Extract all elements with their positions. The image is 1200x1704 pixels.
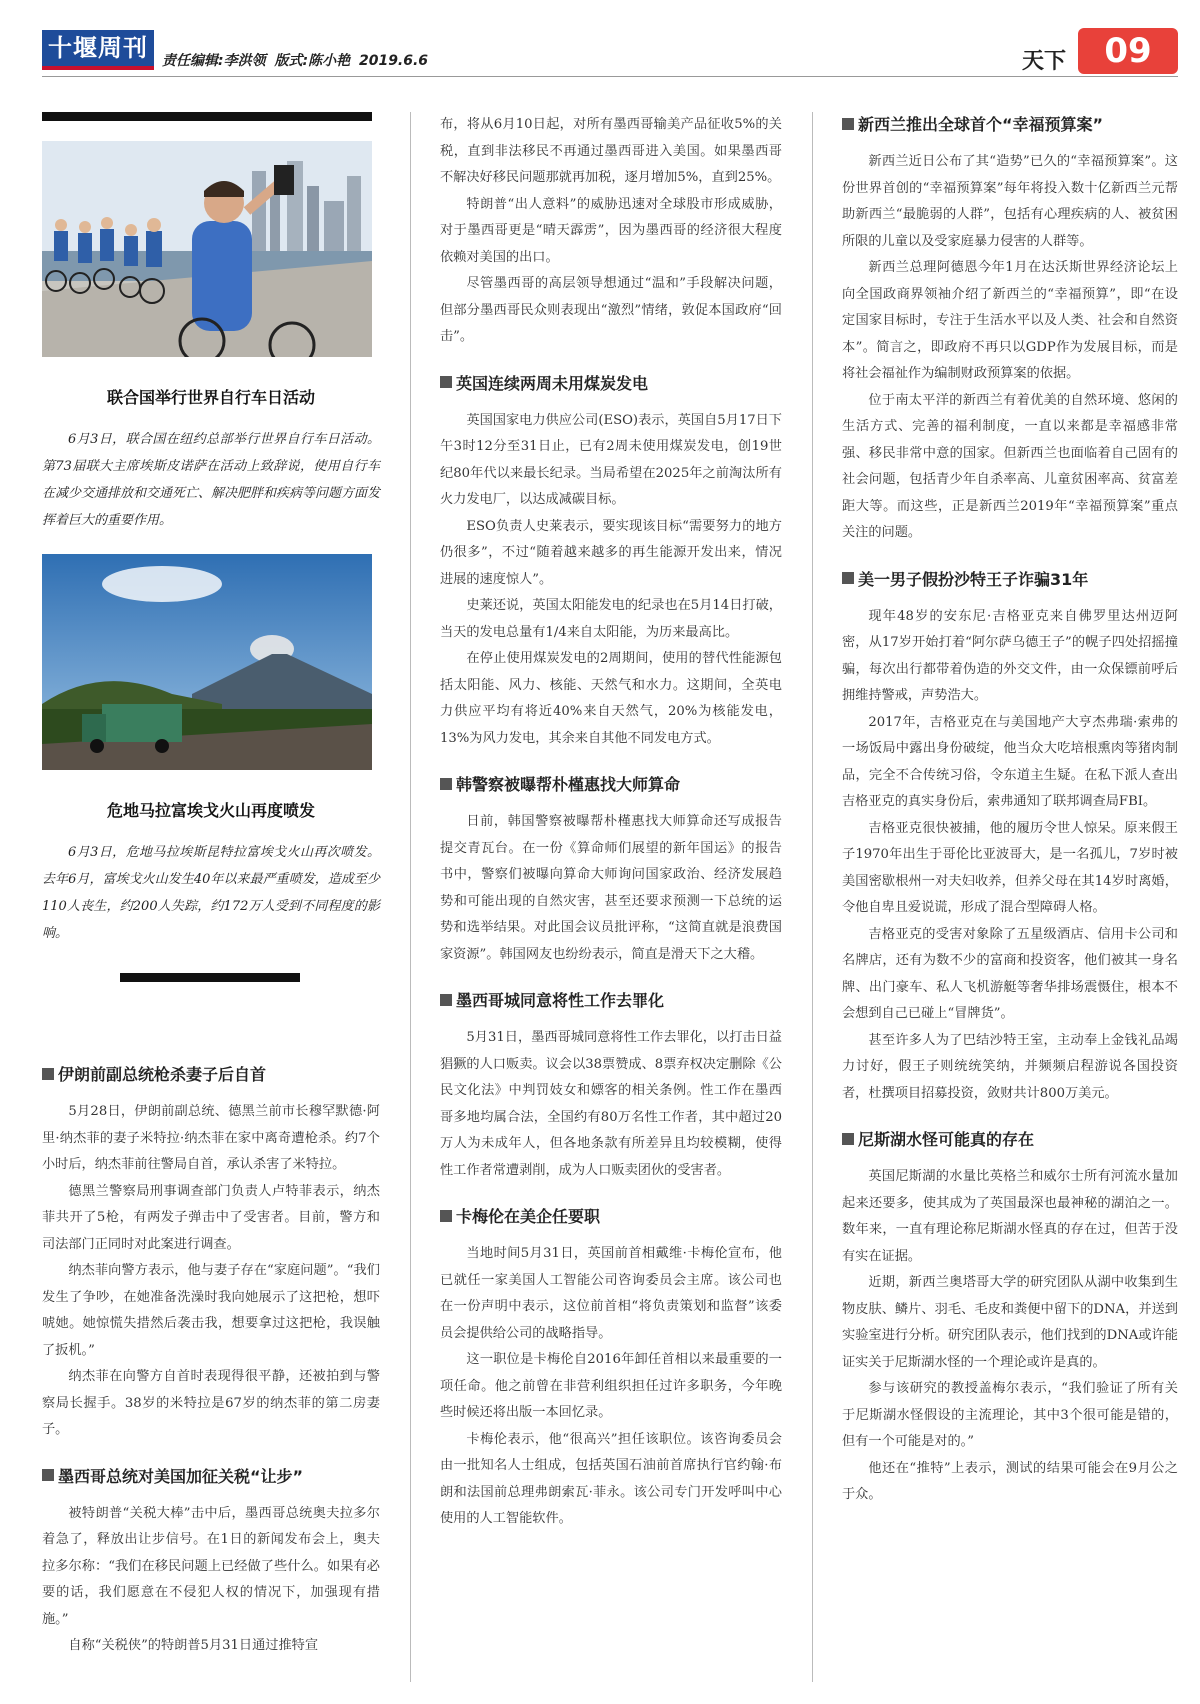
header-meta	[162, 50, 432, 70]
article-paragraph: 新西兰总理阿德恩今年1月在达沃斯世界经济论坛上向全国政商界领袖介绍了新西兰的“幸福预算”，即“在设定国家目标时，专注于生活水平以及人类、社会和自然资本”。简言之，即政府不再只以GDP作为发展目标，而是将社会福祉作为编制财政预算案的依据。	[842, 260, 1178, 381]
article-title-text: 卡梅伦在美企任要职	[456, 1207, 601, 1226]
bullet-square-icon	[440, 994, 452, 1006]
article-korea-police	[440, 772, 782, 968]
bullet-square-icon	[42, 1469, 54, 1481]
article-title	[842, 567, 1178, 590]
section-bar	[120, 973, 300, 982]
article-title	[440, 772, 782, 795]
article-paragraph: 英国尼斯湖的水量比英格兰和威尔士所有河流水量加起来还要多，使其成为了英国最深也最神秘的湖泊之一。数年来，一直有理论称尼斯湖水怪真的存在过，但苦于没有实在证据。	[842, 1169, 1178, 1264]
page-header	[0, 0, 1200, 82]
article-paragraph: 位于南太平洋的新西兰有着优美的自然环境、悠闲的生活方式、完善的福利制度，一直以来都是幸福感非常强、移民非常中意的国家。但新西兰也面临着自己固有的社会问题，包括青少年自杀率高、儿童贫困率高、贫富差距大等。而这些，正是新西兰2019年“幸福预算案”重点关注的问题。	[842, 392, 1178, 540]
article-paragraph: 新西兰近日公布了其“造势”已久的“幸福预算案”。这份世界首创的“幸福预算案”每年将投入数十亿新西兰元帮助新西兰“最脆弱的人群”，包括有心理疾病的人、被贫困所限的儿童以及受家庭暴力侵害的人群等。	[842, 154, 1178, 249]
article-uk-coal	[440, 371, 782, 753]
article-title-text: 新西兰推出全球首个“幸福预算案”	[858, 115, 1104, 134]
article-title-text: 韩警察被曝帮朴槿惠找大师算命	[456, 775, 681, 794]
article-paragraph: 现年48岁的安东尼·吉格亚克来自佛罗里达州迈阿密，从17岁开始打着“阿尔萨乌德王子”的幌子四处招摇撞骗，每次出行都带着伪造的外交文件，由一众保镖前呼后拥维持警戒，声势浩大。	[842, 608, 1178, 703]
article-paragraph: 纳杰菲在向警方自首时表现得很平静，还被拍到与警察局长握手。38岁的米特拉是67岁的纳杰菲的第二房妻子。	[42, 1369, 380, 1437]
article-title	[842, 1127, 1178, 1150]
volcano-photo	[42, 554, 372, 770]
article-paragraph: 吉格亚克很快被捕，他的履历令世人惊呆。原来假王子1970年出生于哥伦比亚波哥大，是一名孤儿，7岁时被美国密歇根州一对夫妇收养，但养父母在其14岁时离婚，令他自卑且爱说谎，形成了混合型障碍人格。	[842, 820, 1178, 915]
article-paragraph: 甚至许多人为了巴结沙特王室，主动奉上金钱礼品竭力讨好，假王子则统统笑纳，并频频启程游说各国投资者，杜撰项目招募投资，敛财共计800万美元。	[842, 1032, 1178, 1101]
article-mexico-city	[440, 988, 782, 1184]
article-paragraph: 布，将从6月10日起，对所有墨西哥输美产品征收5%的关税，直到非法移民不再通过墨西哥进入美国。如果墨西哥不解决好移民问题那就再加税，逐月增加5%，直到25%。	[440, 117, 782, 185]
issue-date: 2019.6.6	[358, 53, 429, 69]
header-rule	[42, 76, 1178, 77]
article-title-text: 美一男子假扮沙特王子诈骗31年	[858, 569, 1089, 589]
section-name: 天下	[1021, 49, 1066, 74]
article-paragraph: 在停止使用煤炭发电的2周期间，使用的替代性能源包括太阳能、风力、核能、天然气和水力。这期间，全英电力供应平均有将近40%来自天然气，20%为核能发电，13%为风力发电，其余来自其他不同发电方式。	[440, 651, 782, 746]
bullet-square-icon	[42, 1068, 54, 1080]
article-paragraph: 当地时间5月31日，英国前首相戴维·卡梅伦宣布，他已就任一家美国人工智能公司咨询委员会主席。该公司也在一份声明中表示，这位前首相“将负责策划和监督”该委员会提供给公司的战略指导。	[440, 1246, 782, 1341]
article-paragraph: 2017年，吉格亚克在与美国地产大亨杰弗瑞·索弗的一场饭局中露出身份破绽，他当众大吃培根熏肉等猪肉制品，完全不合传统习俗，令东道主生疑。在私下派人查出吉格亚克的真实身份后，索弗通知了联邦调查局FBI。	[842, 714, 1178, 809]
article-mexico-tariff	[42, 1464, 380, 1660]
article-paragraph: 被特朗普“关税大棒”击中后，墨西哥总统奥夫拉多尔着急了，释放出让步信号。在1日的新闻发布会上，奥夫拉多尔称：“我们在移民问题上已经做了些什么。如果有必要的话，我们愿意在不侵犯人权的情况下，加强现有措施。”	[42, 1505, 380, 1627]
article-paragraph: 特朗普“出人意料”的威胁迅速对全球股市形成威胁，对于墨西哥更是“晴天霹雳”，因为墨西哥的经济很大程度依赖对美国的出口。	[440, 196, 782, 265]
article-loch-ness	[842, 1127, 1178, 1509]
article-paragraph: 5月28日，伊朗前副总统、德黑兰前市长穆罕默德·阿里·纳杰菲的妻子米特拉·纳杰菲在家中离奇遭枪杀。约7个小时后，纳杰菲前往警局自首，承认杀害了米特拉。	[42, 1104, 380, 1172]
article-paragraph: 史莱还说，英国太阳能发电的纪录也在5月14日打破，当天的发电总量有1/4来自太阳能，为历来最高比。	[440, 598, 782, 640]
article-cameron	[440, 1204, 782, 1533]
article-paragraph: 卡梅伦表示，他“很高兴”担任该职位。该咨询委员会由一批知名人士组成，包括英国石油前首席执行官约翰·布朗和法国前总理弗朗索瓦·菲永。该公司专门开发呼叫中心使用的人工智能软件。	[440, 1431, 782, 1526]
article-paragraph: 纳杰菲向警方表示，他与妻子存在“家庭问题”。“我们发生了争吵，在她准备洗澡时我向她展示了这把枪，想吓唬她。她惊慌失措然后袭击我，想要拿过这把枪，我误触了扳机。”	[42, 1263, 380, 1358]
column-1	[42, 112, 380, 1680]
section-bar	[42, 112, 372, 121]
article-title-text: 墨西哥总统对美国加征关税“让步”	[58, 1466, 304, 1486]
bullet-square-icon	[842, 118, 854, 130]
layout-credit: 版式:陈小艳	[274, 53, 351, 69]
article-paragraph: 尽管墨西哥的高层领导想通过“温和”手段解决问题，但部分墨西哥民众则表现出“激烈”情绪，敦促本国政府“回击”。	[440, 276, 782, 344]
article-paragraph: 自称“关税侠”的特朗普5月31日通过推特宣	[68, 1638, 319, 1653]
newspaper-logo: 十堰周刊	[42, 30, 154, 66]
article-mexico-tariff-continued	[440, 112, 782, 351]
article-paragraph: 这一职位是卡梅伦自2016年卸任首相以来最重要的一项任命。他之前曾在非营利组织担任过许多职务，今年晚些时候还将出版一本回忆录。	[440, 1352, 782, 1420]
photo-caption-title: 联合国举行世界自行车日活动	[106, 388, 315, 407]
bicycle-day-photo	[42, 141, 372, 357]
column-divider	[410, 112, 411, 1682]
article-title	[42, 1062, 380, 1085]
column-2	[440, 112, 782, 1553]
article-paragraph: 日前，韩国警察被曝帮朴槿惠找大师算命还写成报告提交青瓦台。在一份《算命师们展望的新年国运》的报告书中，警察们被曝向算命大师询问国家政治、经济发展趋势和可能出现的自然灾害，甚至还要求预测一下总统的运势和选举结果。对此国会议员批评称，“这简直就是浪费国家资源”。韩国网友也纷纷表示，简直是滑天下之大稽。	[440, 814, 782, 962]
article-title-text: 英国连续两周未用煤炭发电	[456, 373, 649, 393]
bullet-square-icon	[440, 778, 452, 790]
logo-stripe	[42, 66, 154, 70]
bullet-square-icon	[842, 572, 854, 584]
editor-credit: 责任编辑:李洪领	[162, 53, 266, 69]
bullet-square-icon	[842, 1133, 854, 1145]
article-nz-budget	[842, 112, 1178, 547]
photo-caption-text: 6月3日，危地马拉埃斯昆特拉富埃戈火山再次喷发。去年6月，富埃戈火山发生40年以来最严重喷发，造成至少110人丧生，约200人失踪，约172万人受到不同程度的影响。	[42, 845, 380, 941]
page-number-badge: 09	[1078, 28, 1178, 74]
article-paragraph: ESO负责人史莱表示，要实现该目标“需要努力的地方仍很多”，不过“随着越来越多的再生能源开发出来，情况进展的速度惊人”。	[440, 518, 782, 587]
article-paragraph: 吉格亚克的受害对象除了五星级酒店、信用卡公司和名牌店，还有为数不少的富商和投资客，他们被其一身名牌、出门豪车、私人飞机游艇等奢华排场震慑住，根本不会想到自己已碰上“冒牌货”。	[842, 926, 1178, 1021]
article-iran	[42, 1062, 380, 1444]
article-paragraph: 5月31日，墨西哥城同意将性工作去罪化，以打击日益猖獗的人口贩卖。议会以38票赞成、8票弃权决定删除《公民文化法》中判罚妓女和嫖客的相关条例。性工作在墨西哥多地均属合法，全国约有80万名性工作者，其中超过20万人为未成年人，但各地条款有所差异且均较模糊，使得性工作者常遭剥削，成为人口贩卖团伙的受害者。	[440, 1030, 782, 1178]
article-title	[842, 112, 1178, 135]
article-paragraph: 英国国家电力供应公司(ESO)表示，英国自5月17日下午3时12分至31日止，已有2周未使用煤炭发电，创19世纪80年代以来最长纪录。当局希望在2025年之前淘汰所有火力发电厂，以达成减碳目标。	[440, 412, 782, 507]
article-paragraph: 德黑兰警察局刑事调查部门负责人卢特菲表示，纳杰菲共开了5枪，有两发子弹击中了受害者。目前，警方和司法部门正同时对此案进行调查。	[42, 1183, 380, 1252]
article-fake-prince	[842, 567, 1178, 1108]
article-title-text: 墨西哥城同意将性工作去罪化	[456, 991, 665, 1010]
photo-caption-title: 危地马拉富埃戈火山再度喷发	[106, 801, 315, 820]
column-divider	[812, 112, 813, 1682]
article-title-text: 尼斯湖水怪可能真的存在	[858, 1130, 1035, 1149]
bullet-square-icon	[440, 376, 452, 388]
article-title-text: 伊朗前副总统枪杀妻子后自首	[58, 1065, 267, 1084]
article-paragraph: 近期，新西兰奥塔哥大学的研究团队从湖中收集到生物皮肤、鳞片、羽毛、毛皮和粪便中留下的DNA，并送到实验室进行分析。研究团队表示，他们找到的DNA或许能证实关于尼斯湖水怪的一个理论或许是真的。	[842, 1275, 1178, 1370]
article-title	[440, 371, 782, 394]
article-paragraph: 他还在“推特”上表示，测试的结果可能会在9月公之于众。	[842, 1460, 1178, 1502]
photo-caption-text: 6月3日，联合国在纽约总部举行世界自行车日活动。第73届联大主席埃斯皮诺萨在活动上致辞说，使用自行车在减少交通排放和交通死亡、解决肥胖和疾病等问题方面发挥着巨大的重要作用。	[42, 432, 381, 528]
article-title	[42, 1464, 380, 1487]
article-paragraph: 参与该研究的教授盖梅尔表示，“我们验证了所有关于尼斯湖水怪假设的主流理论，其中3个很可能是错的，但有一个可能是对的。”	[842, 1381, 1178, 1449]
article-title	[440, 1204, 782, 1227]
bullet-square-icon	[440, 1210, 452, 1222]
article-title	[440, 988, 782, 1011]
column-3	[842, 112, 1178, 1529]
